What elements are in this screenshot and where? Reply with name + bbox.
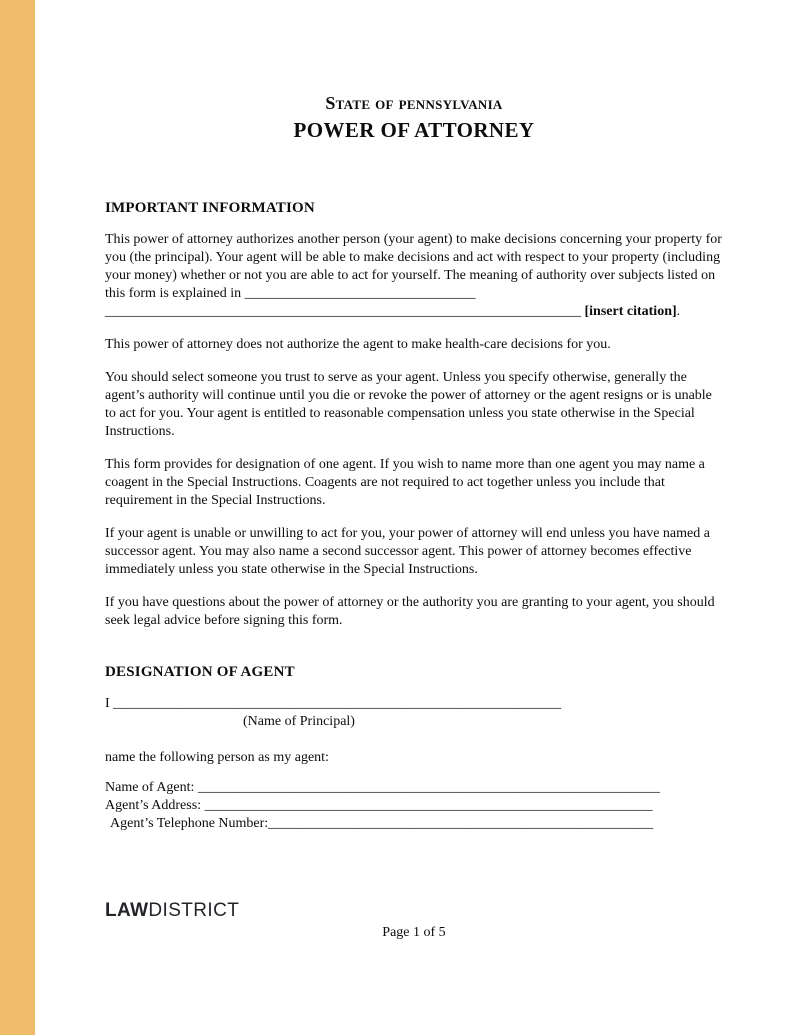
page-number-indicator: Page 1 of 5: [382, 925, 446, 940]
left-accent-stripe: [0, 0, 35, 1035]
principal-name-caption: (Name of Principal): [243, 714, 355, 729]
paragraph-authorization: [105, 231, 723, 321]
field-row-agent-address: [105, 797, 723, 815]
page-footer: [105, 901, 723, 941]
paragraph-successor-agent: If your agent is unable or unwilling to act for you, your power of attorney will end unless you have named a successor agent. You may also name a second successor agent. This power of attorney becomes effective immediately unless you state otherwise in the Special Instructions.: [105, 526, 710, 577]
principal-name-line: [105, 695, 723, 713]
document-page: [105, 0, 723, 941]
principal-name-blank: ________________________________________________________________: [109, 696, 562, 711]
paragraph-legal-advice: If you have questions about the power of attorney or the authority you are granting to your agent, you should seek legal advice before signing this form.: [105, 595, 715, 628]
paragraph-authorization-text: This power of attorney authorizes another person (your agent) to make decisions concerning your property for you (the principal). Your agent will be able to make decisions and act with respect to your property (including your money) whether or not you are able to act for yourself. The meaning of authority over subjects listed on this form is explained in: [105, 232, 722, 301]
citation-blank-line-1: _________________________________: [244, 286, 476, 301]
citation-period: .: [676, 304, 681, 319]
agent-address-label: Agent’s Address:: [105, 798, 202, 813]
agent-name-blank: __________________________________________________________________: [194, 780, 660, 795]
section-heading-designation-of-agent: DESIGNATION OF AGENT: [105, 664, 295, 680]
section-heading-important-information: IMPORTANT INFORMATION: [105, 200, 315, 216]
field-row-agent-name: [105, 779, 723, 797]
paragraph-coagent: This form provides for designation of one agent. If you wish to name more than one agent you may name a coagent in the Special Instructions. Coagents are not required to act together unless you include that requirement in the Special Instructions.: [105, 457, 705, 508]
citation-blank-line-2: ____________________________________________________________________: [105, 304, 581, 319]
insert-citation-placeholder: [insert citation]: [584, 304, 677, 319]
logo-text-district: DISTRICT: [148, 900, 240, 921]
agent-address-blank: ________________________________________________________________: [201, 798, 653, 813]
agent-name-label: Name of Agent:: [105, 780, 195, 795]
document-title: POWER OF ATTORNEY: [293, 118, 535, 142]
agent-fields: [105, 779, 723, 833]
principal-prefix: I: [105, 696, 110, 711]
agent-intro-text: name the following person as my agent:: [105, 750, 329, 765]
field-row-agent-telephone: [105, 815, 723, 833]
agent-telephone-label: Agent’s Telephone Number:: [110, 816, 269, 831]
lawdistrict-logo: [105, 901, 723, 921]
agent-telephone-blank: _______________________________________________________: [268, 816, 654, 831]
logo-text-law: LAW: [105, 900, 149, 921]
state-title: State of pennsylvania: [325, 93, 503, 113]
paragraph-agent-selection: You should select someone you trust to serve as your agent. Unless you specify otherwise, generally the agent’s authority will continue until you die or revoke the power of attorney or the agent resigns or is unable to act for you. Your agent is entitled to reasonable compensation unless you state otherwise in the Special Instructions.: [105, 370, 712, 439]
paragraph-healthcare-exclusion: This power of attorney does not authorize the agent to make health-care decisions for you.: [105, 337, 611, 352]
